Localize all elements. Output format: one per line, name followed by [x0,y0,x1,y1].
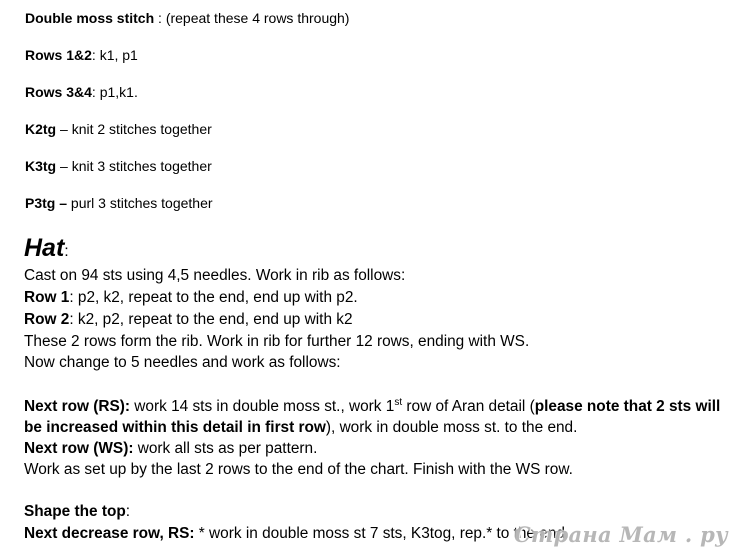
next-row-rs-text-b: row of Aran detail ( [402,398,535,415]
abbreviation-k2tg [25,121,212,138]
shape-top-heading [24,501,130,522]
next-row-rs-text-a: work 14 sts in double moss st., work 1 [130,398,395,415]
site-watermark: Страна Мам . ру [514,522,728,547]
next-row-rs-continuation [24,417,577,438]
abbreviation-separator: – [56,121,72,137]
abbreviation-p3tg [25,195,213,212]
row-1-line [24,287,358,308]
row-1-label: Row 1 [24,289,70,306]
abbreviation-double-moss [25,10,349,27]
abbreviation-term: P3tg – [25,195,68,211]
abbreviation-term: Double moss stitch [25,10,155,26]
abbreviation-desc: purl 3 stitches together [70,195,213,211]
abbreviation-rows-3-4 [25,84,138,101]
work-as-set-line: Work as set up by the last 2 rows to the end of the chart. Finish with the WS row. [24,461,573,478]
decrease-row-text: * work in double moss st 7 sts, K3tog, rep.* to the end. [194,525,570,542]
abbreviation-term: Rows 3&4 [25,84,92,100]
decrease-row-label: Next decrease row, RS: [24,525,195,542]
shape-top-colon: : [125,503,131,520]
next-row-rs-text-c: ), work in double moss st. to the end. [325,419,578,436]
change-needles-line: Now change to 5 needles and work as follows: [24,354,341,371]
cast-on-line: Cast on 94 sts using 4,5 needles. Work in rib as follows: [24,267,406,284]
abbreviation-term: K2tg [25,121,57,137]
abbreviation-term: K3tg [25,158,57,174]
abbreviation-desc: p1,k1. [99,84,138,100]
decrease-row-line [24,523,569,544]
hat-heading-text: Hat [24,234,65,262]
abbreviation-desc: (repeat these 4 rows through) [165,10,350,26]
abbreviation-desc: k1, p1 [99,47,138,63]
abbreviation-desc: knit 3 stitches together [71,158,212,174]
next-row-ws-line [24,438,317,459]
next-row-ws-text: work all sts as per pattern. [133,440,318,457]
increase-note-a: please note that 2 sts will [534,398,721,415]
ordinal-suffix: st [394,396,403,408]
abbreviation-desc: knit 2 stitches together [71,121,212,137]
abbreviation-separator: : [91,84,100,100]
increase-note-b: be increased within this detail in first row [24,419,326,436]
row-2-text: : k2, p2, repeat to the end, end up with k2 [69,311,353,328]
abbreviation-rows-1-2 [25,47,138,64]
abbreviation-separator: : [91,47,100,63]
next-row-rs-line [24,396,720,417]
abbreviation-separator: : [154,10,166,26]
abbreviation-separator: – [56,158,72,174]
hat-heading [24,233,69,267]
rib-rows-line: These 2 rows form the rib. Work in rib for further 12 rows, ending with WS. [24,333,530,350]
abbreviation-k3tg [25,158,212,175]
hat-heading-colon: : [64,243,69,260]
next-row-rs-label: Next row (RS): [24,398,131,415]
next-row-ws-label: Next row (WS): [24,440,134,457]
row-1-text: : p2, k2, repeat to the end, end up with p2. [69,289,358,306]
row-2-line [24,309,353,330]
row-2-label: Row 2 [24,311,70,328]
shape-top-label: Shape the top [24,503,126,520]
abbreviation-term: Rows 1&2 [25,47,92,63]
